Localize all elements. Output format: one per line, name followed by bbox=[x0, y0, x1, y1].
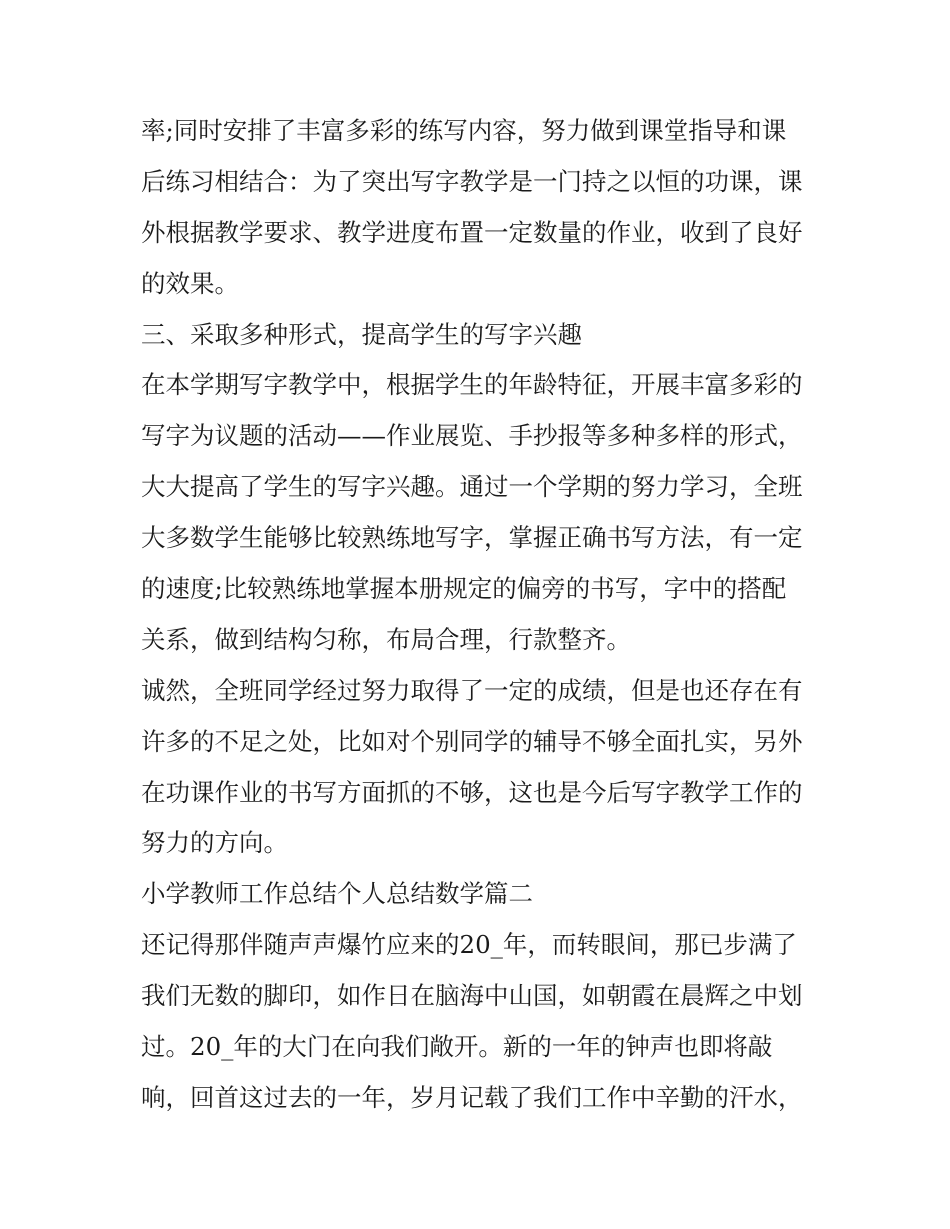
text-line-3: 外根据教学要求、教学进度布置一定数量的作业，收到了良好 bbox=[141, 217, 803, 247]
text-line-8: 大大提高了学生的写字兴趣。通过一个学期的努力学习，全班 bbox=[141, 472, 803, 502]
text-line-10: 的速度;比较熟练地掌握本册规定的偏旁的书写，字中的搭配 bbox=[141, 574, 787, 604]
document-body bbox=[141, 106, 816, 1124]
text-line-13: 许多的不足之处，比如对个别同学的辅导不够全面扎实，另外 bbox=[141, 726, 803, 756]
text-line-2: 后练习相结合：为了突出写字教学是一门持之以恒的功课，课 bbox=[141, 166, 803, 196]
text-line-7: 写字为议题的活动——作业展览、手抄报等多种多样的形式， bbox=[141, 421, 803, 451]
text-line-11: 关系，做到结构匀称，布局合理，行款整齐。 bbox=[141, 624, 631, 654]
text-line-4: 的效果。 bbox=[141, 268, 239, 298]
text-line-20: 响，回首这过去的一年，岁月记载了我们工作中辛勤的汗水， bbox=[141, 1082, 803, 1112]
text-line-9: 大多数学生能够比较熟练地写字，掌握正确书写方法，有一定 bbox=[141, 523, 803, 553]
article-title-part-two: 小学教师工作总结个人总结数学篇二 bbox=[141, 879, 533, 909]
text-line-14: 在功课作业的书写方面抓的不够，这也是今后写字教学工作的 bbox=[141, 777, 803, 807]
text-line-18: 我们无数的脚印，如作日在脑海中山国，如朝霞在晨辉之中划 bbox=[141, 981, 803, 1011]
text-line-15: 努力的方向。 bbox=[141, 828, 288, 858]
text-line-12: 诚然，全班同学经过努力取得了一定的成绩，但是也还存在有 bbox=[141, 675, 803, 705]
text-line-17: 还记得那伴随声声爆竹应来的20_年，而转眼间，那已步满了 bbox=[141, 930, 797, 960]
text-line-6: 在本学期写字教学中，根据学生的年龄特征，开展丰富多彩的 bbox=[141, 370, 803, 400]
text-line-19: 过。20_年的大门在向我们敞开。新的一年的钟声也即将敲 bbox=[141, 1032, 773, 1062]
text-line-1: 率;同时安排了丰富多彩的练写内容，努力做到课堂指导和课 bbox=[141, 116, 787, 145]
section-heading-three: 三、采取多种形式，提高学生的写字兴趣 bbox=[141, 319, 582, 349]
